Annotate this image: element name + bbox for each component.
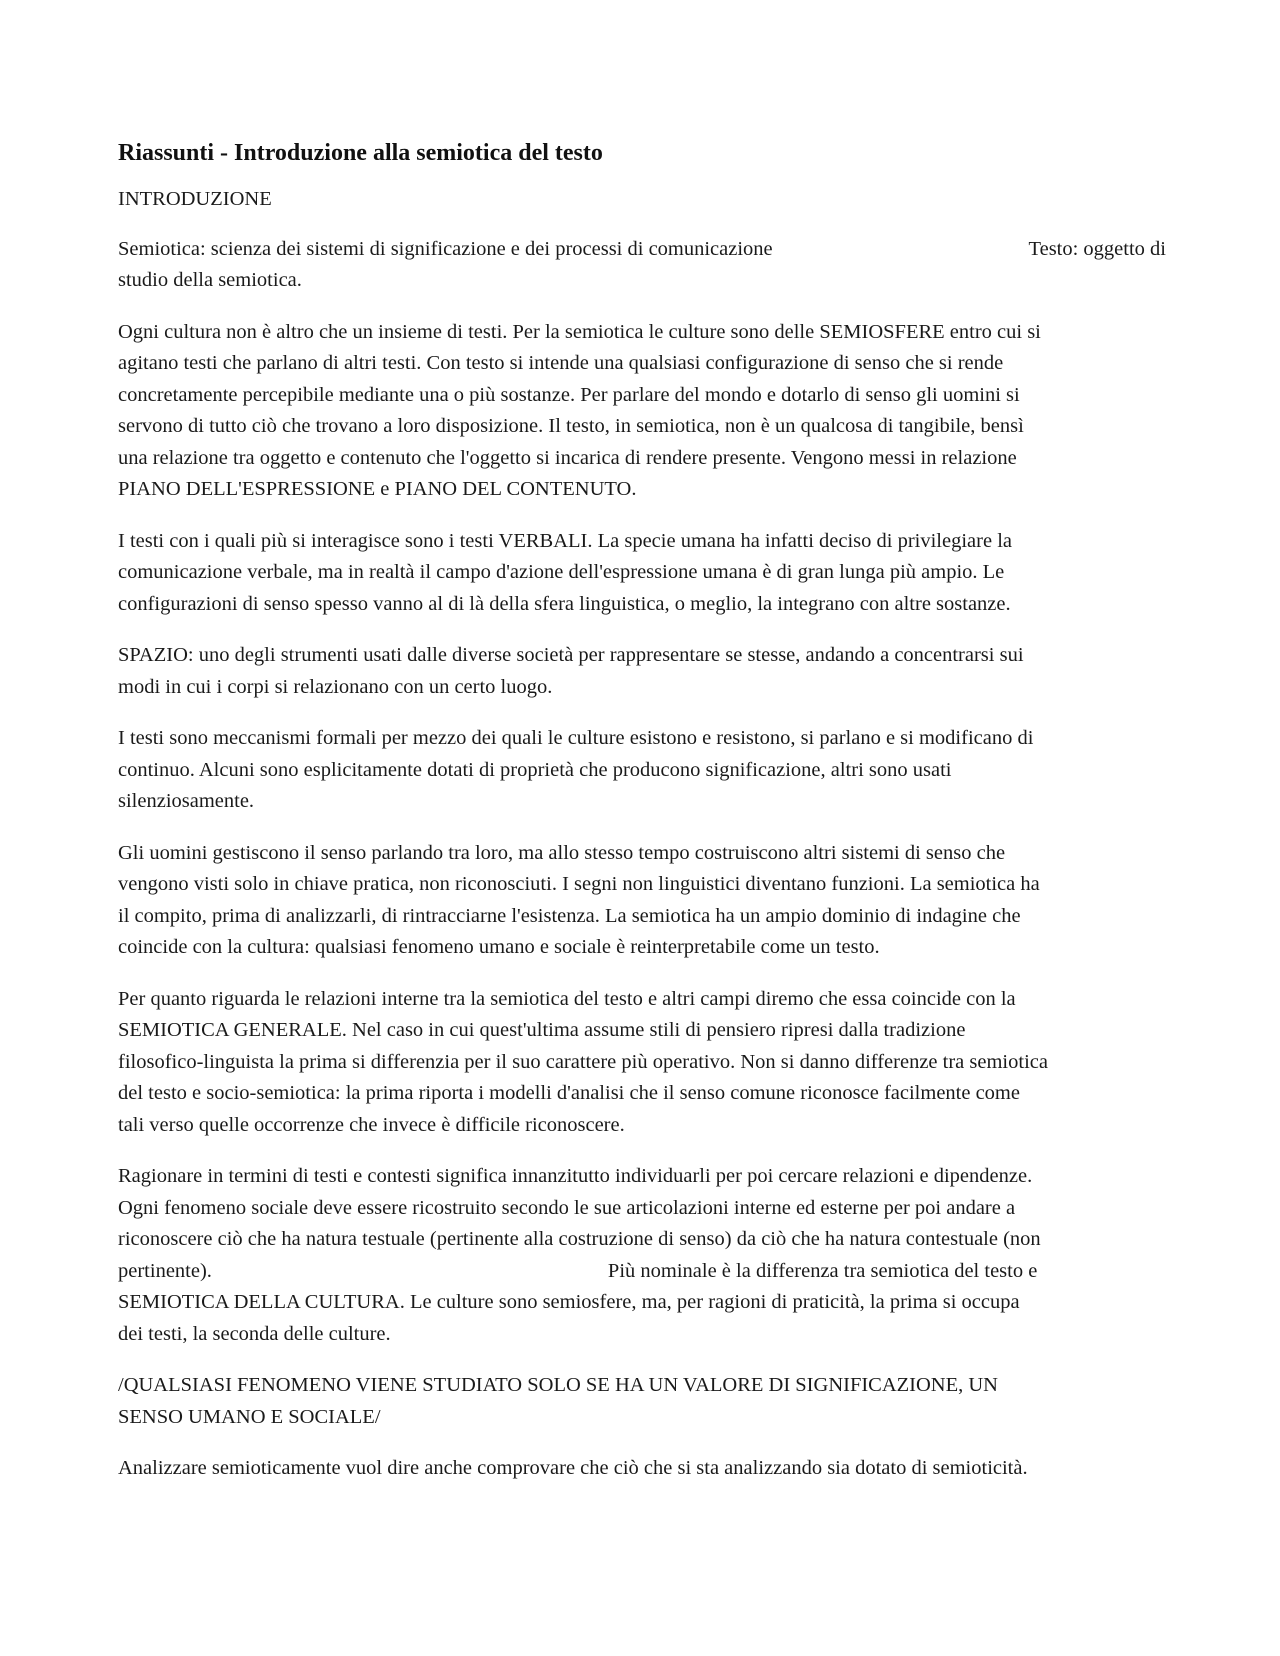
definition-semiotica: Semiotica: scienza dei sistemi di significazione e dei processi di comunicazione [118,237,773,260]
text-line: filosofico-linguista la prima si differenzia per il suo carattere più operativo. Non si danno differenze tra semiotica [118,1050,1048,1073]
paragraph-analizzare [118,1453,1166,1485]
definition-testo: Testo: oggetto di [1028,237,1166,260]
text-line: PIANO DELL'ESPRESSIONE e PIANO DEL CONTENUTO. [118,478,637,500]
text-line [118,234,1166,266]
document-page [118,136,1166,1505]
text-line: tali verso quelle occorrenze che invece è difficile riconoscere. [118,1113,625,1136]
split-right-text: Più nominale è la differenza tra semiotica del testo e [607,1259,1038,1282]
text-line: concretamente percepibile mediante una o più sostanze. Per parlare del mondo e dotarlo di senso gli uomini si [118,383,1020,406]
text-line: Ogni cultura non è altro che un insieme di testi. Per la semiotica le culture sono delle SEMIOSFERE entro cui si [118,320,1041,343]
text-line: dei testi, la seconda delle culture. [118,1322,391,1345]
text-line [118,1256,1166,1288]
text-line: continuo. Alcuni sono esplicitamente dotati di proprietà che producono significazione, altri sono usati [118,758,952,781]
text-line: Ragionare in termini di testi e contesti significa innanzitutto individuarli per poi cercare relazioni e dipendenze. [118,1165,1033,1187]
text-line: Analizzare semioticamente vuol dire anche comprovare che ciò che si sta analizzando sia dotato di semioticità. [118,1457,1028,1479]
text-line: SPAZIO: uno degli strumenti usati dalle diverse società per rappresentare se stesse, andando a concentrarsi sui [118,644,1024,666]
text-line: configurazioni di senso spesso vanno al di là della sfera linguistica, o meglio, la integrano con altre sostanze. [118,592,1011,615]
text-line: studio della semiotica. [118,269,302,291]
paragraph-uomini-senso [118,838,1166,964]
split-left-text: pertinente). [118,1259,212,1282]
document-title: Riassunti - Introduzione alla semiotica del testo [118,140,603,166]
text-line: servono di tutto ciò che trovano a loro disposizione. Il testo, in semiotica, non è un qualcosa di tangibile, bensì [118,415,1024,437]
text-line: del testo e socio-semiotica: la prima riporta i modelli d'analisi che il senso comune riconosce facilmente come [118,1082,1020,1104]
paragraph-qualsiasi-fenomeno [118,1370,1166,1433]
text-line: vengono visti solo in chiave pratica, non riconosciuti. I segni non linguistici diventano funzioni. La semiotica ha [118,873,1040,895]
text-line: riconoscere ciò che ha natura testuale (pertinente alla costruzione di senso) da ciò che ha natura contestuale (non [118,1228,1041,1250]
text-line: I testi sono meccanismi formali per mezzo dei quali le culture esistono e resistono, si parlano e si modificano di [118,727,1034,749]
paragraph-semiotica-generale [118,984,1166,1142]
text-line: Per quanto riguarda le relazioni interne tra la semiotica del testo e altri campi diremo che essa coincide con la [118,987,1016,1010]
text-line: modi in cui i corpi si relazionano con un certo luogo. [118,675,553,698]
section-heading: INTRODUZIONE [118,188,272,210]
text-line: SENSO UMANO E SOCIALE/ [118,1405,381,1428]
paragraph-testi-contesti [118,1161,1166,1350]
text-line: /QUALSIASI FENOMENO VIENE STUDIATO SOLO SE HA UN VALORE DI SIGNIFICAZIONE, UN [118,1374,998,1396]
text-line: agitano testi che parlano di altri testi. Con testo si intende una qualsiasi configurazione di senso che si rende [118,352,1004,374]
paragraph-cultura [118,317,1166,506]
paragraph-meccanismi-formali [118,723,1166,818]
text-line: SEMIOTICA GENERALE. Nel caso in cui quest'ultima assume stili di pensiero ripresi dalla tradizione [118,1019,966,1041]
text-line: Gli uomini gestiscono il senso parlando tra loro, ma allo stesso tempo costruiscono altri sistemi di senso che [118,841,1006,864]
text-line: I testi con i quali più si interagisce sono i testi VERBALI. La specie umana ha infatti deciso di privilegiare la [118,529,1012,552]
paragraph-semiotica-definition [118,234,1166,297]
text-line: coincide con la cultura: qualsiasi fenomeno umano e sociale è reinterpretabile come un testo. [118,936,880,958]
text-line: SEMIOTICA DELLA CULTURA. Le culture sono semiosfere, ma, per ragioni di praticità, la prima si occupa [118,1291,1020,1313]
paragraph-testi-verbali [118,526,1166,621]
text-line: il compito, prima di analizzarli, di rintracciarne l'esistenza. La semiotica ha un ampio dominio di indagine che [118,904,1021,927]
text-line: Ogni fenomeno sociale deve essere ricostruito secondo le sue articolazioni interne ed esterne per poi andare a [118,1196,1016,1219]
text-line: silenziosamente. [118,790,255,812]
text-line: una relazione tra oggetto e contenuto che l'oggetto si incarica di rendere presente. Vengono messi in relazione [118,446,1017,469]
text-line: comunicazione verbale, ma in realtà il campo d'azione dell'espressione umana è di gran lunga più ampio. Le [118,561,1005,583]
paragraph-spazio [118,640,1166,703]
